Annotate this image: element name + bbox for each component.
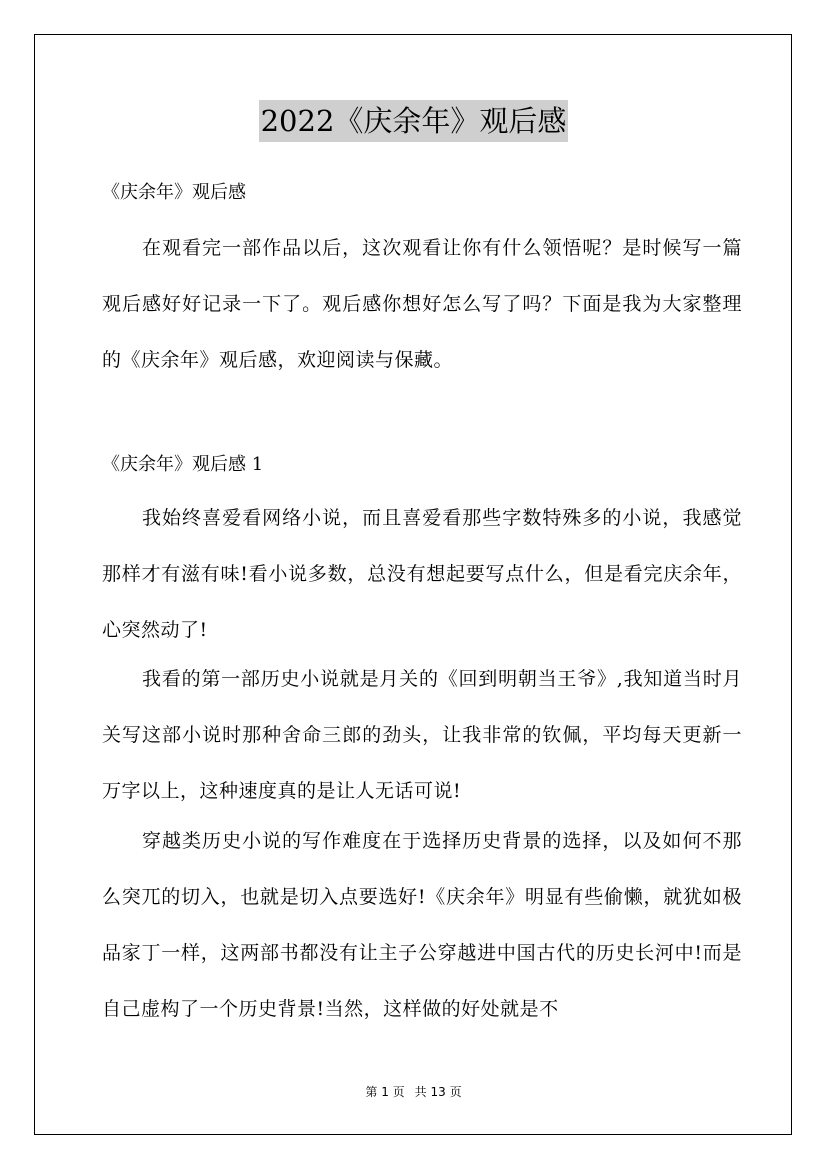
body-paragraph: 我看的第一部历史小说就是月关的《回到明朝当王爷》,我知道当时月关写这部小说时那种舍命三郎的劲头，让我非常的钦佩，平均每天更新一万字以上，这种速度真的是让人无话可说! [102,668,742,802]
section-heading: 《庆余年》观后感 1 [102,454,264,475]
page-footer [0,1082,827,1102]
document-title: 2022《庆余年》观后感 [259,100,569,142]
body-paragraph: 穿越类历史小说的写作难度在于选择历史背景的选择，以及如何不那么突兀的切入，也就是切入点要选好!《庆余年》明显有些偷懒，就犹如极品家丁一样，这两部书都没有让主子公穿越进中国古代的历史长河中!而是自己虚构了一个历史背景!当然，这样做的好处就是不 [102,830,742,1020]
body-paragraph: 我始终喜爱看网络小说，而且喜爱看那些字数特殊多的小说，我感觉那样才有滋有味!看小说多数，总没有想起要写点什么，但是看完庆余年，心突然动了! [102,507,742,641]
page-number: 第 1 页 [365,1085,405,1099]
title-container [0,100,827,142]
intro-paragraph: 在观看完一部作品以后，这次观看让你有什么领悟呢？是时候写一篇观后感好好记录一下了。观后感你想好怎么写了吗？下面是我为大家整理的《庆余年》观后感，欢迎阅读与保藏。 [102,237,742,371]
intro-heading: 《庆余年》观后感 [102,182,246,203]
page-total: 共 13 页 [414,1085,462,1099]
